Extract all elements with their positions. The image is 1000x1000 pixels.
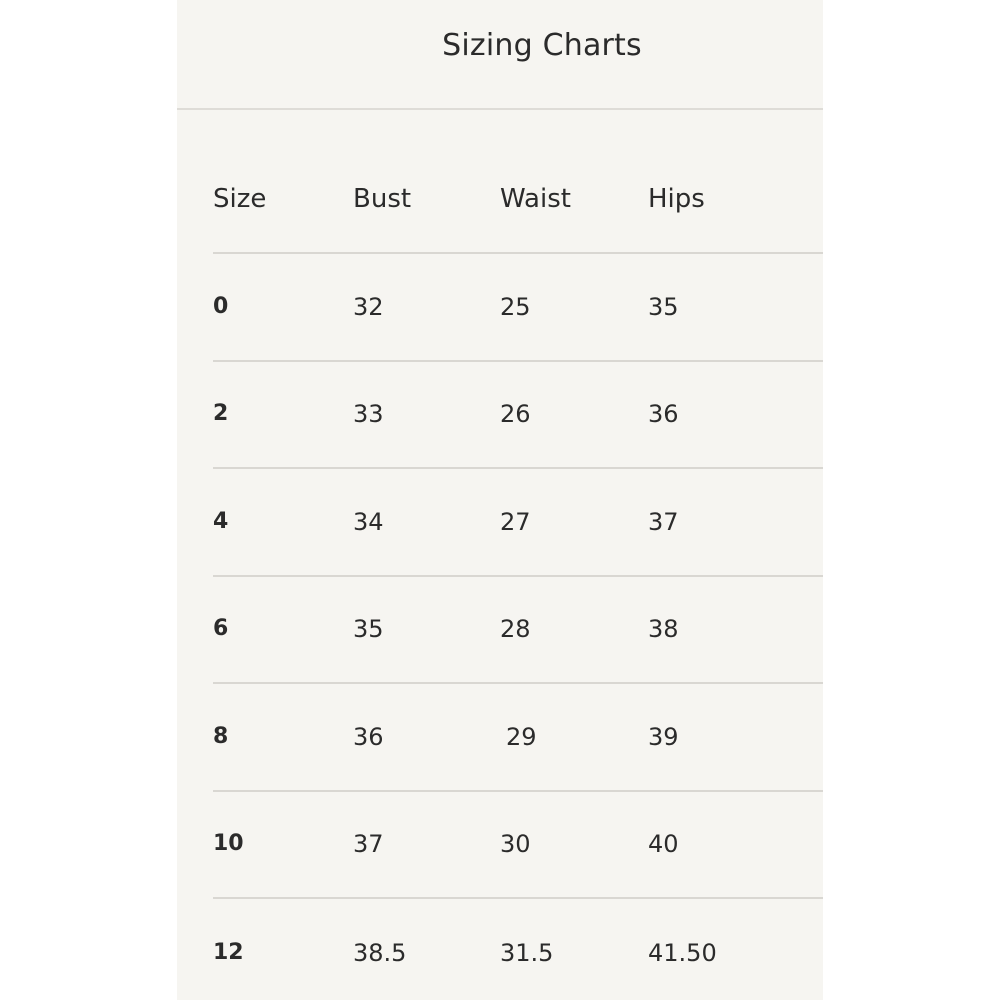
bust-cell: 32 [353, 292, 384, 321]
sizing-table [213, 146, 823, 1000]
size-cell: 0 [213, 293, 229, 319]
column-header-hips: Hips [648, 184, 705, 214]
table-row [213, 577, 823, 685]
hips-cell: 35 [648, 292, 679, 321]
sizing-chart-panel [177, 0, 823, 1000]
hips-cell: 41.50 [648, 938, 717, 967]
size-cell: 4 [213, 508, 229, 534]
waist-cell: 27 [500, 507, 531, 536]
table-row [213, 469, 823, 577]
waist-cell: 31.5 [500, 938, 554, 967]
bust-cell: 34 [353, 507, 384, 536]
bust-cell: 36 [353, 722, 384, 751]
hips-cell: 40 [648, 830, 679, 859]
waist-cell: 29 [506, 722, 537, 751]
table-row [213, 792, 823, 900]
bust-cell: 35 [353, 615, 384, 644]
table-row [213, 254, 823, 362]
hips-cell: 39 [648, 722, 679, 751]
hips-cell: 37 [648, 507, 679, 536]
waist-cell: 26 [500, 400, 531, 429]
table-row [213, 899, 823, 1000]
waist-cell: 28 [500, 615, 531, 644]
size-cell: 12 [213, 939, 244, 965]
title-divider [177, 108, 823, 110]
size-cell: 8 [213, 723, 229, 749]
table-row [213, 362, 823, 470]
size-cell: 6 [213, 616, 229, 642]
table-header-row [213, 146, 823, 254]
hips-cell: 36 [648, 400, 679, 429]
bust-cell: 38.5 [353, 938, 407, 967]
size-cell: 2 [213, 401, 229, 427]
size-cell: 10 [213, 831, 244, 857]
bust-cell: 37 [353, 830, 384, 859]
page-title: Sizing Charts [442, 28, 642, 63]
column-header-bust: Bust [353, 184, 412, 214]
waist-cell: 30 [500, 830, 531, 859]
bust-cell: 33 [353, 400, 384, 429]
hips-cell: 38 [648, 615, 679, 644]
column-header-size: Size [213, 184, 267, 214]
waist-cell: 25 [500, 292, 531, 321]
table-row [213, 684, 823, 792]
column-header-waist: Waist [500, 184, 571, 214]
